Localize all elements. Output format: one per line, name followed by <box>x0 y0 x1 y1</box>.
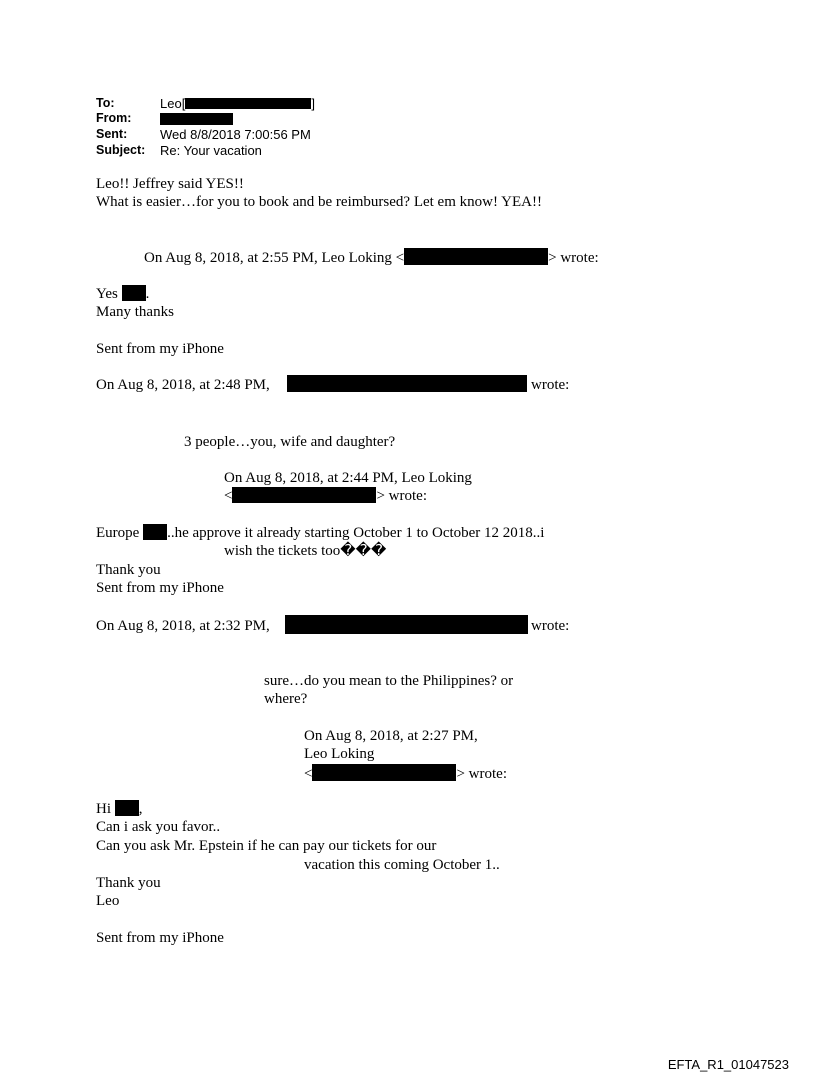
quote-line-start: Europe <box>96 525 144 541</box>
signature: Sent from my iPhone <box>96 580 224 596</box>
redaction-block <box>232 487 376 503</box>
to-value-suffix: ] <box>311 96 315 111</box>
quote-line: sure…do you mean to the Philippines? or <box>264 673 514 689</box>
quote-line: Leo <box>96 893 120 909</box>
quote-line: vacation this coming October 1.. <box>304 857 500 873</box>
redaction-block <box>185 98 311 109</box>
message-line: What is easier…for you to book and be reimbursed? Let em know! YEA!! <box>96 194 542 210</box>
quote-intro-end: wrote: <box>531 377 570 393</box>
subject-value: Re: Your vacation <box>160 143 262 158</box>
to-value-prefix: Leo[ <box>160 96 186 111</box>
greeting-end: , <box>138 801 143 817</box>
quote-line: where? <box>264 691 308 707</box>
from-label: From: <box>96 111 132 125</box>
quote-line: Thank you <box>96 875 161 891</box>
greeting-start: Hi <box>96 801 115 817</box>
redaction-block <box>312 764 456 781</box>
redaction-block <box>115 800 139 816</box>
signature: Sent from my iPhone <box>96 930 224 946</box>
quote-intro-start: < <box>304 766 313 782</box>
quote-intro <box>304 764 507 783</box>
quote-line: wish the tickets too��� <box>224 543 387 559</box>
quote-line-end: . <box>145 286 150 302</box>
quote-intro-start: On Aug 8, 2018, at 2:55 PM, Leo Loking < <box>144 250 405 266</box>
quote-line-end: ..he approve it already starting October 1 to October 12 2018..i <box>167 525 545 541</box>
quote-line: 3 people…you, wife and daughter? <box>184 434 396 450</box>
sent-label: Sent: <box>96 127 128 141</box>
to-value <box>160 96 315 111</box>
redaction-block <box>287 375 527 392</box>
quote-intro-end: > wrote: <box>456 766 507 782</box>
quote-intro: On Aug 8, 2018, at 2:48 PM, <box>96 377 270 393</box>
quote-intro <box>224 487 427 505</box>
quote-intro-end: wrote: <box>531 618 570 634</box>
quote-intro: On Aug 8, 2018, at 2:27 PM, <box>304 728 478 744</box>
signature: Sent from my iPhone <box>96 341 224 357</box>
quote-line <box>96 524 544 542</box>
quote-line: Can i ask you favor.. <box>96 819 221 835</box>
quote-intro-start: < <box>224 488 233 504</box>
quote-line: Many thanks <box>96 304 174 320</box>
quote-intro-end: > wrote: <box>376 488 427 504</box>
quote-line: Can you ask Mr. Epstein if he can pay our tickets for our <box>96 838 437 854</box>
quote-intro: On Aug 8, 2018, at 2:32 PM, <box>96 618 270 634</box>
quote-intro: Leo Loking <box>304 746 375 762</box>
redaction-block <box>285 615 528 634</box>
quote-intro <box>144 248 599 267</box>
redaction-block <box>143 524 167 540</box>
sent-value: Wed 8/8/2018 7:00:56 PM <box>160 127 311 142</box>
quote-line-start: Yes <box>96 286 122 302</box>
document-id: EFTA_R1_01047523 <box>667 1057 789 1072</box>
quote-line: Thank you <box>96 562 161 578</box>
quote-intro-end: > wrote: <box>548 250 599 266</box>
subject-label: Subject: <box>96 143 146 157</box>
quote-intro: On Aug 8, 2018, at 2:44 PM, Leo Loking <box>224 470 472 486</box>
greeting <box>96 800 143 818</box>
redaction-block <box>122 285 146 301</box>
redaction-block <box>160 113 233 125</box>
redaction-block <box>404 248 548 265</box>
message-line: Leo!! Jeffrey said YES!! <box>96 176 244 192</box>
to-label: To: <box>96 96 115 110</box>
quote-line <box>96 285 149 303</box>
